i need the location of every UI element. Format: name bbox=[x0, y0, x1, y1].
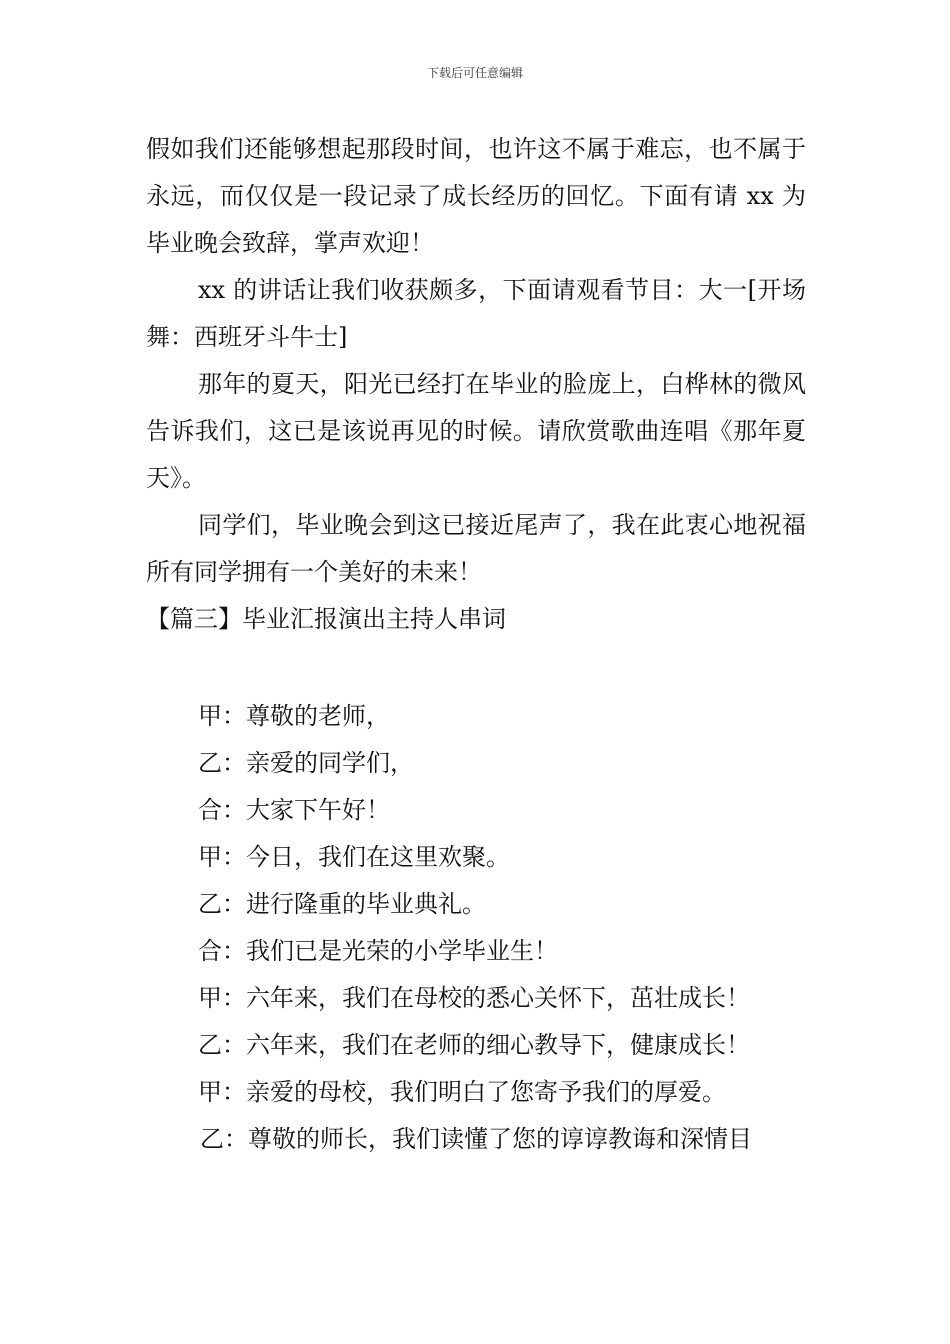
section-title: 【篇三】毕业汇报演出主持人串词 bbox=[146, 605, 506, 633]
dialogue-line: 甲：六年来，我们在母校的悉心关怀下，茁壮成长！ bbox=[198, 984, 750, 1012]
dialogue-line: 乙：亲爱的同学们， bbox=[198, 749, 414, 777]
dialogue-line: 乙：尊敬的师长，我们读懂了您的谆谆教诲和深情目 bbox=[200, 1125, 752, 1153]
page-header: 下载后可任意编辑 bbox=[426, 66, 523, 80]
paragraph: 同学们，毕业晚会到这已接近尾声了，我在此衷心地祝福所有同学拥有一个美好的未来！ bbox=[146, 511, 806, 586]
paragraph: xx 的讲话让我们收获颇多，下面请观看节目：大一[开场舞：西班牙斗牛士] bbox=[146, 276, 806, 351]
paragraph: 假如我们还能够想起那段时间，也许这不属于难忘，也不属于永远，而仅仅是一段记录了成长经历的回忆。下面有请 xx 为毕业晚会致辞，掌声欢迎！ bbox=[146, 135, 806, 257]
dialogue-line: 甲：亲爱的母校，我们明白了您寄予我们的厚爱。 bbox=[198, 1078, 726, 1106]
document-body bbox=[146, 126, 806, 1163]
dialogue-line: 甲：今日，我们在这里欢聚。 bbox=[198, 843, 510, 871]
dialogue-line: 乙：六年来，我们在老师的细心教导下，健康成长！ bbox=[198, 1031, 750, 1059]
dialogue-line: 合：我们已是光荣的小学毕业生！ bbox=[198, 937, 558, 965]
dialogue-line: 乙：进行隆重的毕业典礼。 bbox=[198, 890, 486, 918]
paragraph: 那年的夏天，阳光已经打在毕业的脸庞上，白桦林的微风告诉我们，这已是该说再见的时候。请欣赏歌曲连唱《那年夏天》。 bbox=[146, 370, 806, 492]
spacer bbox=[146, 643, 806, 693]
dialogue-line: 甲：尊敬的老师， bbox=[198, 702, 390, 730]
dialogue-line: 合：大家下午好！ bbox=[198, 796, 390, 824]
